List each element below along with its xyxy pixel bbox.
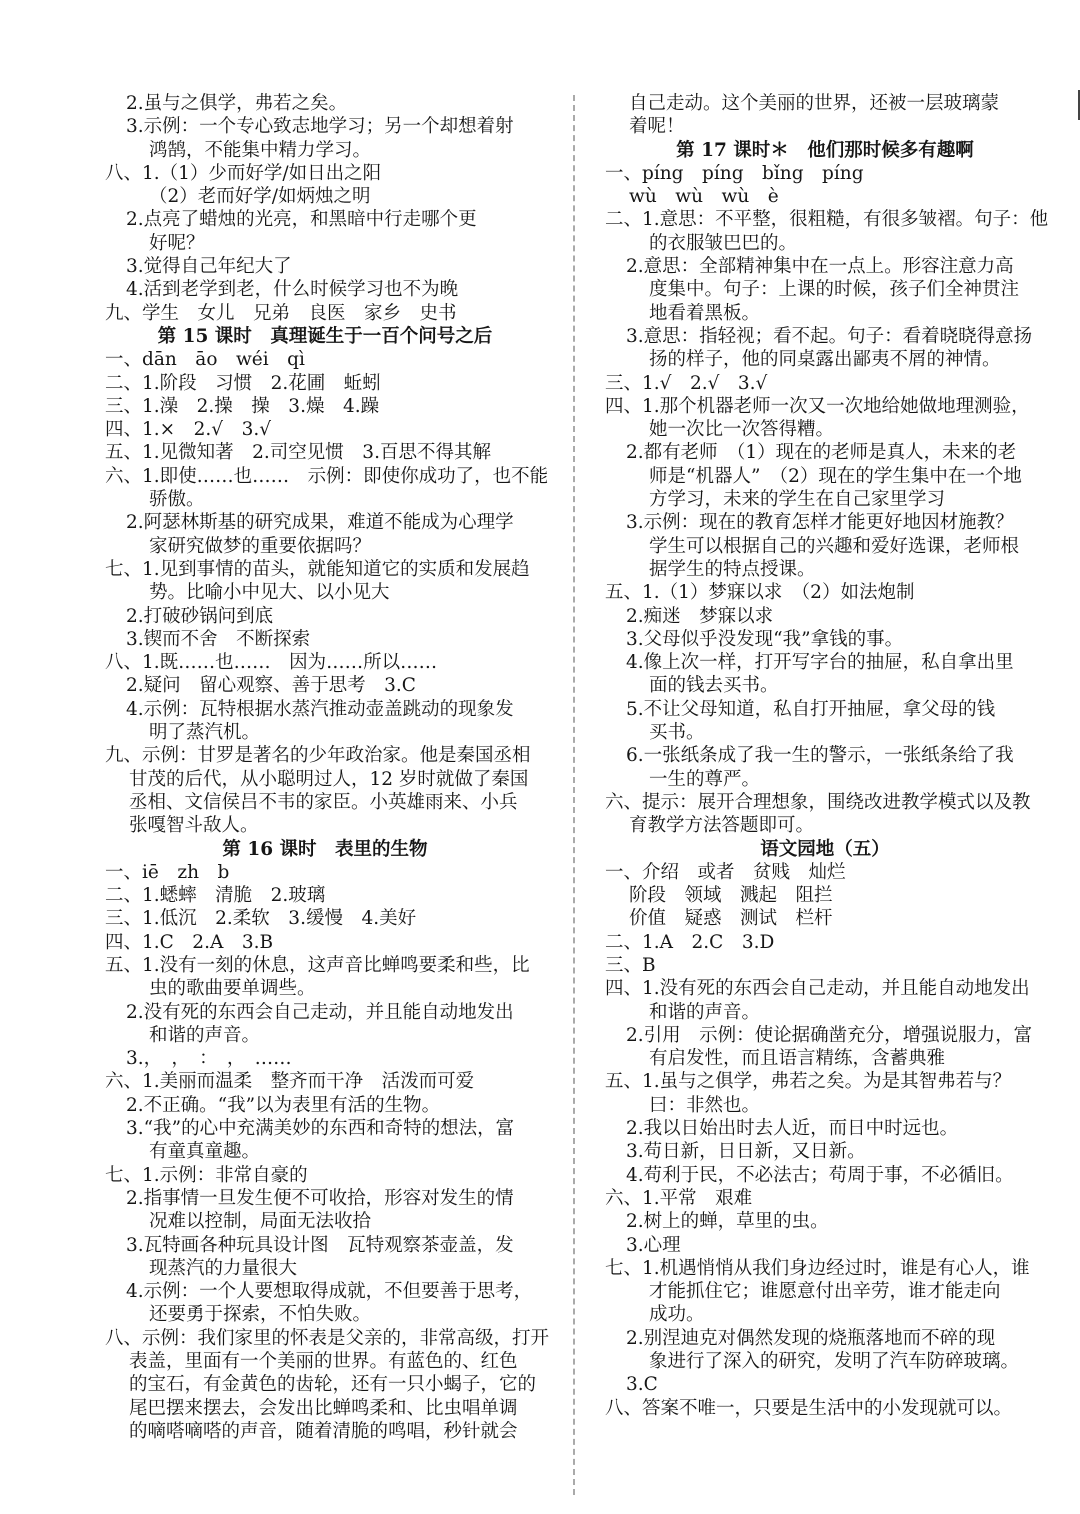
answer-line: 她一次比一次答得糟。 bbox=[649, 419, 835, 441]
answer-line: 2.别涅迪克对偶然发现的烧瓶落地而不碎的现 bbox=[626, 1327, 996, 1349]
answer-line: 地看着黑板。 bbox=[649, 302, 761, 324]
answer-line: 四、1.C 2.A 3.B bbox=[105, 931, 274, 953]
answer-line: 3.示例：一个专心致志地学习；另一个却想着射 bbox=[126, 116, 514, 138]
answer-line: 3.意思：指轻视；看不起。句子：看着晓晓得意扬 bbox=[626, 325, 1033, 347]
answer-line: 七、1.示例：非常自豪的 bbox=[105, 1164, 308, 1186]
answer-line: 5.不让父母知道，私自打开抽屉，拿父母的钱 bbox=[626, 698, 996, 720]
answer-line: 三、1.低沉 2.柔软 3.缓慢 4.美好 bbox=[105, 908, 417, 930]
answer-line: 一、iē zh b bbox=[105, 861, 230, 883]
answer-line: 2.都有老师 （1）现在的老师是真人，未来的老 bbox=[626, 442, 1017, 464]
answer-line: 表盖，里面有一个美丽的世界。有蓝色的、红色 bbox=[129, 1351, 518, 1373]
answer-line: 甘茂的后代，从小聪明过人，12 岁时就做了秦国 bbox=[129, 768, 529, 790]
answer-line: 六、1.美丽而温柔 整齐而干净 活泼而可爱 bbox=[105, 1071, 475, 1093]
answer-line: 2.阿瑟林斯基的研究成果，难道不能成为心理学 bbox=[126, 512, 514, 534]
answer-line: 2.指事情一旦发生便不可收拾，形容对发生的情 bbox=[126, 1187, 514, 1209]
answer-line: 扬的样子，他的同桌露出鄙夷不屑的神情。 bbox=[649, 349, 1001, 371]
answer-line: 的嘀嗒嘀嗒的声音，随着清脆的鸣唱，秒针就会 bbox=[129, 1420, 518, 1442]
answer-line: 一、píng píng bǐng píng bbox=[605, 162, 864, 184]
answer-line: 八、1.（1）少而好学/如日出之阳 bbox=[105, 162, 382, 184]
answer-line: 三、B bbox=[605, 954, 656, 976]
answer-line: 六、提示：展开合理想象，围绕改进教学模式以及教 bbox=[605, 791, 1031, 813]
answer-line: 自己走动。这个美丽的世界，还被一层玻璃蒙 bbox=[629, 93, 1000, 114]
answer-line: 价值 疑惑 测试 栏杆 bbox=[629, 908, 833, 930]
answer-line: 五、1.（1）梦寐以求 （2）如法炮制 bbox=[605, 582, 915, 604]
column-divider bbox=[573, 95, 575, 1495]
answer-line: 七、1.见到事情的苗头，就能知道它的实质和发展趋 bbox=[105, 558, 530, 580]
answer-line: 势。比喻小中见大、以小见大 bbox=[149, 582, 390, 604]
answer-line: 二、1.蟋蟀 清脆 2.玻璃 bbox=[105, 885, 326, 907]
answer-line: 方学习，未来的学生在自己家里学习 bbox=[649, 489, 946, 511]
answer-line: 3.苟日新，日日新，又日新。 bbox=[626, 1141, 866, 1163]
answer-line: 虫的歌曲要单调些。 bbox=[149, 978, 316, 1000]
answer-line: 3.锲而不舍 不断探索 bbox=[126, 628, 311, 650]
answer-line: （2）老而好学/如炳烛之明 bbox=[149, 186, 371, 208]
answer-line: 八、示例：我们家里的怀表是父亲的，非常高级，打开 bbox=[105, 1327, 550, 1349]
answer-line: 九、示例：甘罗是著名的少年政治家。他是秦国丞相 bbox=[105, 745, 531, 767]
answer-line: 二、1.A 2.C 3.D bbox=[605, 931, 775, 953]
answer-line: 4.活到老学到老，什么时候学习也不为晚 bbox=[126, 279, 459, 301]
answer-line: 3.“我”的心中充满美妙的东西和奇特的想法，富 bbox=[126, 1118, 515, 1140]
answer-line: 家研究做梦的重要依据吗？ bbox=[149, 535, 372, 557]
answer-line: 面的钱去买书。 bbox=[649, 675, 779, 697]
answer-line: 好呢？ bbox=[149, 232, 205, 254]
answer-line: 四、1.那个机器老师一次又一次地给她做地理测验， bbox=[605, 395, 1030, 417]
answer-line: 五、1.见微知著 2.司空见惯 3.百思不得其解 bbox=[105, 442, 491, 464]
answer-line: 张嘎智斗敌人。 bbox=[129, 815, 259, 837]
answer-line: 和谐的声音。 bbox=[149, 1024, 261, 1046]
answer-line: 3.觉得自己年纪大了 bbox=[126, 256, 292, 278]
lesson-heading: 第 17 课时＊ 他们那时候多有趣啊 bbox=[676, 139, 974, 161]
answer-line: 有启发性，而且语言精练，含蓄典雅 bbox=[649, 1048, 946, 1070]
answer-line: 4.苟利于民，不必法古；苟周于事，不必循旧。 bbox=[626, 1164, 1014, 1186]
lesson-heading: 第 15 课时 真理诞生于一百个问号之后 bbox=[157, 325, 493, 347]
answer-line: 有童真童趣。 bbox=[149, 1141, 261, 1163]
answer-line: wù wù wù è bbox=[629, 186, 779, 208]
answer-line: 2.点亮了蜡烛的光亮，和黑暗中行走哪个更 bbox=[126, 209, 477, 231]
answer-line: 度集中。句子：上课的时候，孩子们全神贯注 bbox=[649, 279, 1020, 301]
answer-line: 2.痴迷 梦寐以求 bbox=[626, 605, 774, 627]
answer-line: 2.疑问 留心观察、善于思考 3.C bbox=[126, 675, 416, 697]
answer-line: 买书。 bbox=[649, 722, 705, 744]
answer-line: 2.树上的蝉，草里的虫。 bbox=[626, 1211, 829, 1233]
answer-line: 学生可以根据自己的兴趣和爱好选课，老师根 bbox=[649, 535, 1020, 557]
answer-line: 3.示例：现在的教育怎样才能更好地因材施教？ bbox=[626, 512, 1014, 534]
answer-line: 3.C bbox=[626, 1374, 658, 1396]
answer-line: 成功。 bbox=[649, 1304, 705, 1326]
answer-line: 现蒸汽的力量很大 bbox=[149, 1257, 298, 1279]
answer-line: 3.瓦特画各种玩具设计图 瓦特观察茶壶盖，发 bbox=[126, 1234, 514, 1256]
answer-line: 一生的尊严。 bbox=[649, 768, 761, 790]
answer-line: 六、1.即使……也…… 示例：即使你成功了，也不能 bbox=[105, 465, 549, 487]
answer-line: 二、1.阶段 习惯 2.花圃 蚯蚓 bbox=[105, 372, 381, 394]
answer-line: 2.虽与之俱学，弗若之矣。 bbox=[126, 93, 348, 114]
answer-line: 五、1.虽与之俱学，弗若之矣。为是其智弗若与？ bbox=[605, 1071, 1012, 1093]
answer-line: 明了蒸汽机。 bbox=[149, 722, 261, 744]
answer-line: 和谐的声音。 bbox=[649, 1001, 761, 1023]
answer-line: 一、dān āo wéi qì bbox=[105, 349, 305, 371]
answer-line: 4.示例：一个人要想取得成就，不但要善于思考， bbox=[126, 1281, 533, 1303]
left-column bbox=[105, 92, 550, 1443]
answer-line: 四、1.没有死的东西会自己走动，并且能自动地发出 bbox=[605, 978, 1030, 1000]
answer-line: 八、答案不唯一，只要是生活中的小发现就可以。 bbox=[605, 1397, 1013, 1419]
answer-line: 2.我以日始出时去人近，而日中时远也。 bbox=[626, 1118, 959, 1140]
answer-line: 3.， ， ： ， …… bbox=[126, 1048, 292, 1070]
answer-line: 六、1.平常 艰难 bbox=[605, 1187, 753, 1209]
answer-line: 七、1.机遇悄悄从我们身边经过时，谁是有心人，谁 bbox=[605, 1257, 1030, 1279]
answer-line: 2.意思：全部精神集中在一点上。形容注意力高 bbox=[626, 256, 1014, 278]
answer-line: 阶段 领域 溅起 阻拦 bbox=[629, 885, 833, 907]
answer-line: 一、介绍 或者 贫贱 灿烂 bbox=[605, 861, 846, 883]
answer-line: 才能抓住它；谁愿意付出辛劳，谁才能走向 bbox=[649, 1281, 1001, 1303]
answer-line: 三、1.√ 2.√ 3.√ bbox=[605, 372, 768, 394]
answer-line: 骄傲。 bbox=[149, 489, 205, 511]
answer-line: 丞相、文信侯吕不韦的家臣。小英雄雨来、小兵 bbox=[129, 791, 518, 813]
answer-line: 2.没有死的东西会自己走动，并且能自动地发出 bbox=[126, 1001, 514, 1023]
answer-line: 着呢！ bbox=[629, 116, 685, 138]
answer-line: 4.像上次一样，打开写字台的抽屉，私自拿出里 bbox=[626, 652, 1014, 674]
answer-line: 的宝石，有金黄色的齿轮，还有一只小蝎子，它的 bbox=[129, 1374, 537, 1396]
answer-line: 的衣服皱巴巴的。 bbox=[649, 232, 798, 254]
answer-line: 还要勇于探索，不怕失败。 bbox=[149, 1304, 372, 1326]
answer-line: 九、学生 女儿 兄弟 良医 家乡 史书 bbox=[105, 302, 457, 324]
right-column bbox=[605, 92, 1049, 1420]
answer-line: 6.一张纸条成了我一生的警示，一张纸条给了我 bbox=[626, 745, 1014, 767]
answer-line: 曰：非然也。 bbox=[649, 1094, 761, 1116]
answer-line: 象进行了深入的研究，发明了汽车防碎玻璃。 bbox=[649, 1351, 1020, 1373]
answer-line: 3.心理 bbox=[626, 1234, 681, 1256]
answer-line: 2.不正确。“我”以为表里有活的生物。 bbox=[126, 1094, 441, 1116]
answer-line: 四、1.× 2.√ 3.√ bbox=[105, 419, 272, 441]
answer-line: 鸿鹄，不能集中精力学习。 bbox=[149, 139, 372, 161]
answer-line: 师是“机器人” （2）现在的学生集中在一个地 bbox=[649, 465, 1022, 487]
answer-line: 2.引用 示例：使论据确凿充分，增强说服力，富 bbox=[626, 1024, 1033, 1046]
answer-line: 2.打破砂锅问到底 bbox=[126, 605, 274, 627]
answer-line: 况难以控制，局面无法收拾 bbox=[149, 1211, 372, 1233]
answer-line: 3.父母似乎没发现“我”拿钱的事。 bbox=[626, 628, 904, 650]
answer-line: 尾巴摆来摆去，会发出比蝉鸣柔和、比虫唱单调 bbox=[129, 1397, 518, 1419]
answer-line: 三、1.澡 2.操 操 3.燥 4.躁 bbox=[105, 395, 380, 417]
answer-line: 4.示例：瓦特根据水蒸汽推动壶盖跳动的现象发 bbox=[126, 698, 514, 720]
lesson-heading: 第 16 课时 表里的生物 bbox=[222, 838, 428, 860]
answer-line: 八、1.既……也…… 因为……所以…… bbox=[105, 652, 438, 674]
answer-line: 据学生的特点授课。 bbox=[649, 558, 816, 580]
answer-line: 育教学方法答题即可。 bbox=[629, 815, 815, 837]
answer-line: 二、1.意思：不平整，很粗糙，有很多皱褶。句子：他 bbox=[605, 209, 1049, 231]
lesson-heading: 语文园地（五） bbox=[760, 838, 890, 860]
answer-line: 五、1.没有一刻的休息，这声音比蝉鸣要柔和些，比 bbox=[105, 954, 530, 976]
